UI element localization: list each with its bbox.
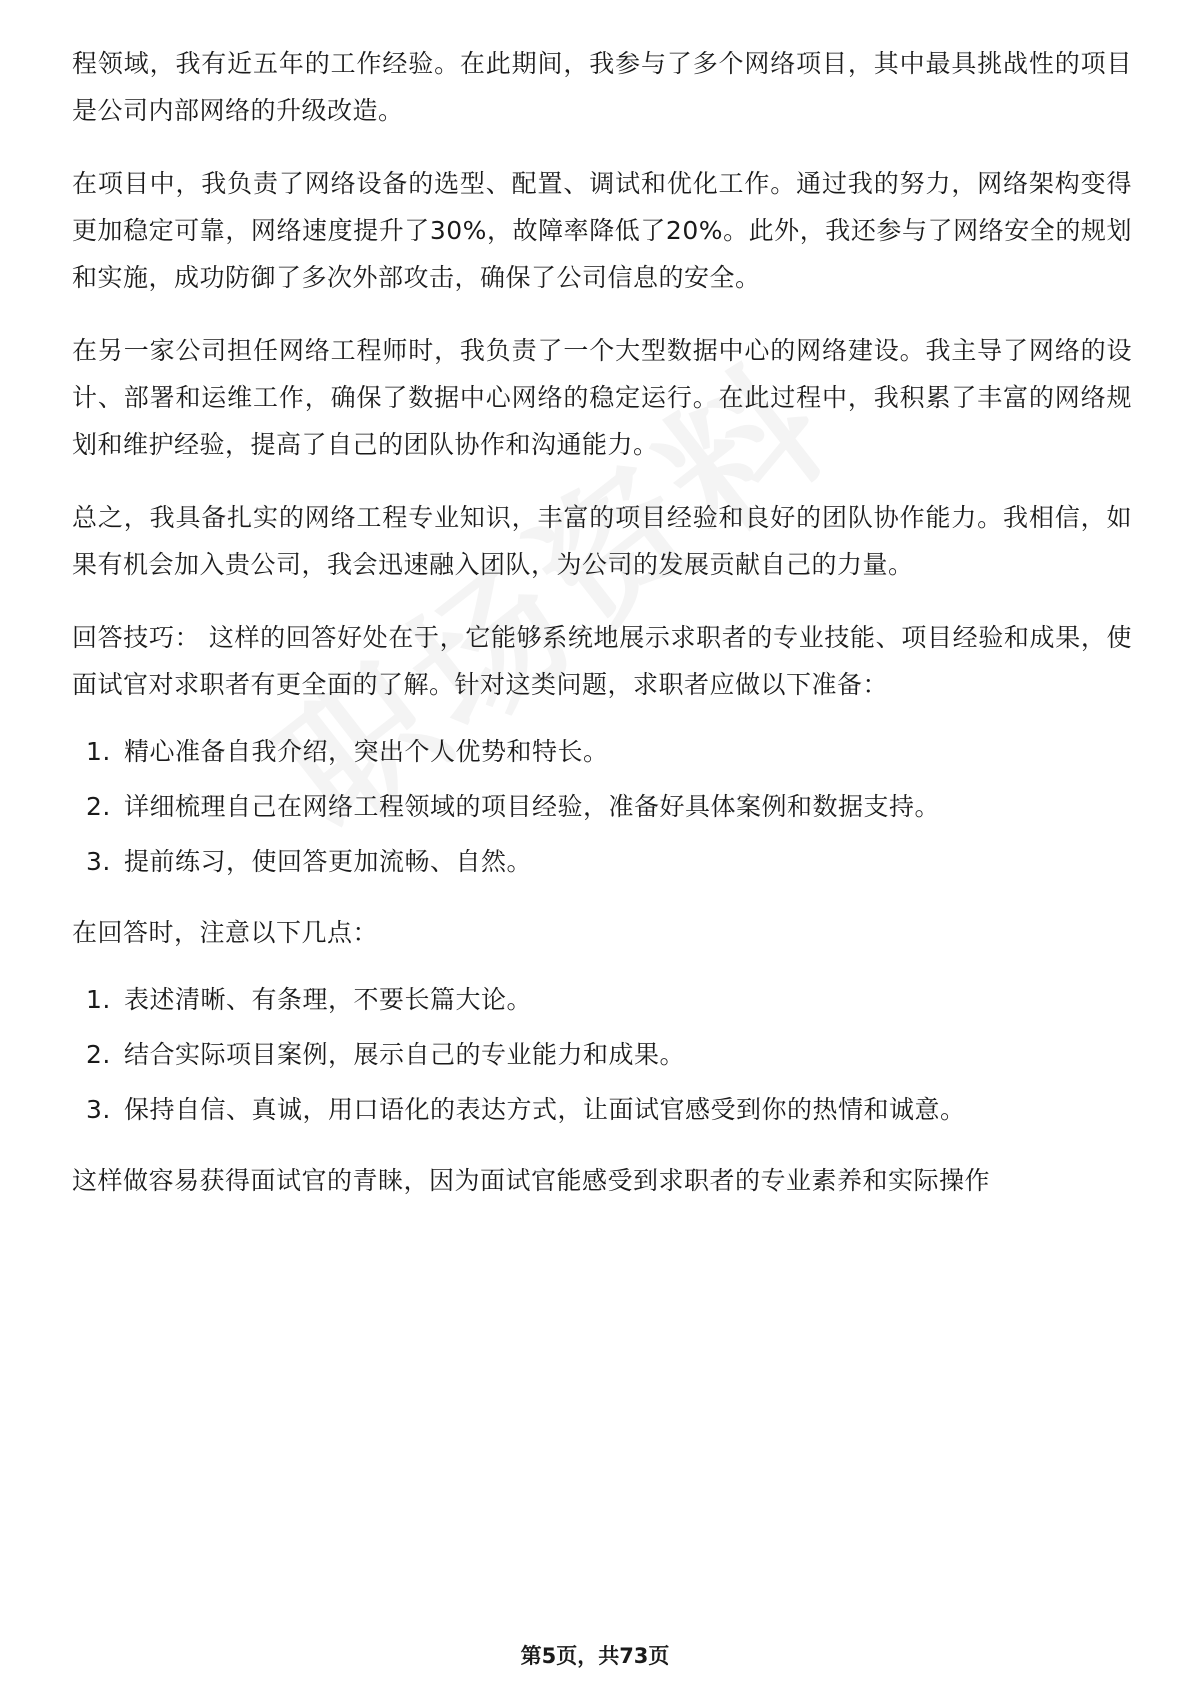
paragraph-3: 在另一家公司担任网络工程师时，我负责了一个大型数据中心的网络建设。我主导了网络的设计、部署和运维工作，确保了数据中心网络的稳定运行。在此过程中，我积累了丰富的网络规划和维护经验，提高了自己的团队协作和沟通能力。: [72, 336, 1132, 459]
list-number: 2.: [86, 1040, 111, 1069]
paragraph-1: 程领域，我有近五年的工作经验。在此期间，我参与了多个网络项目，其中最具挑战性的项目是公司内部网络的升级改造。: [72, 49, 1132, 125]
page-content: [72, 40, 1132, 1230]
list-number: 2.: [86, 792, 111, 821]
paragraph-4: 总之，我具备扎实的网络工程专业知识，丰富的项目经验和良好的团队协作能力。我相信，如果有机会加入贵公司，我会迅速融入团队，为公司的发展贡献自己的力量。: [72, 503, 1132, 579]
paragraph-last: 这样做容易获得面试官的青睐，因为面试官能感受到求职者的专业素养和实际操作: [72, 1166, 991, 1195]
list-item-text: 精心准备自我介绍，突出个人优势和特长。: [124, 737, 609, 766]
list-item: [72, 838, 1132, 885]
list-item: [72, 783, 1132, 830]
list-number: 3.: [86, 847, 111, 876]
list-item: [72, 728, 1132, 775]
paragraph-notes-intro: 在回答时，注意以下几点：: [72, 918, 379, 947]
list-item-text: 表述清晰、有条理，不要长篇大论。: [124, 985, 533, 1014]
list-number: 3.: [86, 1095, 111, 1124]
list-item-text: 提前练习，使回答更加流畅、自然。: [124, 847, 533, 876]
paragraph-2: 在项目中，我负责了网络设备的选型、配置、调试和优化工作。通过我的努力，网络架构变得更加稳定可靠，网络速度提升了30%，故障率降低了20%。此外，我还参与了网络安全的规划和实施，成功防御了多次外部攻击，确保了公司信息的安全。: [72, 169, 1132, 292]
list-item-text: 详细梳理自己在网络工程领域的项目经验，准备好具体案例和数据支持。: [124, 792, 941, 821]
list-item: [72, 976, 1132, 1023]
list-number: 1.: [86, 737, 111, 766]
notes-list: [72, 976, 1132, 1133]
list-item: [72, 1031, 1132, 1078]
list-item: [72, 1086, 1132, 1133]
list-item-text: 结合实际项目案例，展示自己的专业能力和成果。: [124, 1040, 686, 1069]
list-number: 1.: [86, 985, 111, 1014]
paragraph-answer-tips: 回答技巧： 这样的回答好处在于，它能够系统地展示求职者的专业技能、项目经验和成果，使面试官对求职者有更全面的了解。针对这类问题，求职者应做以下准备：: [72, 623, 1132, 699]
list-item-text: 保持自信、真诚，用口语化的表达方式，让面试官感受到你的热情和诚意。: [124, 1095, 966, 1124]
preparation-list: [72, 728, 1132, 885]
page-footer: 第5页，共73页: [520, 1644, 670, 1668]
